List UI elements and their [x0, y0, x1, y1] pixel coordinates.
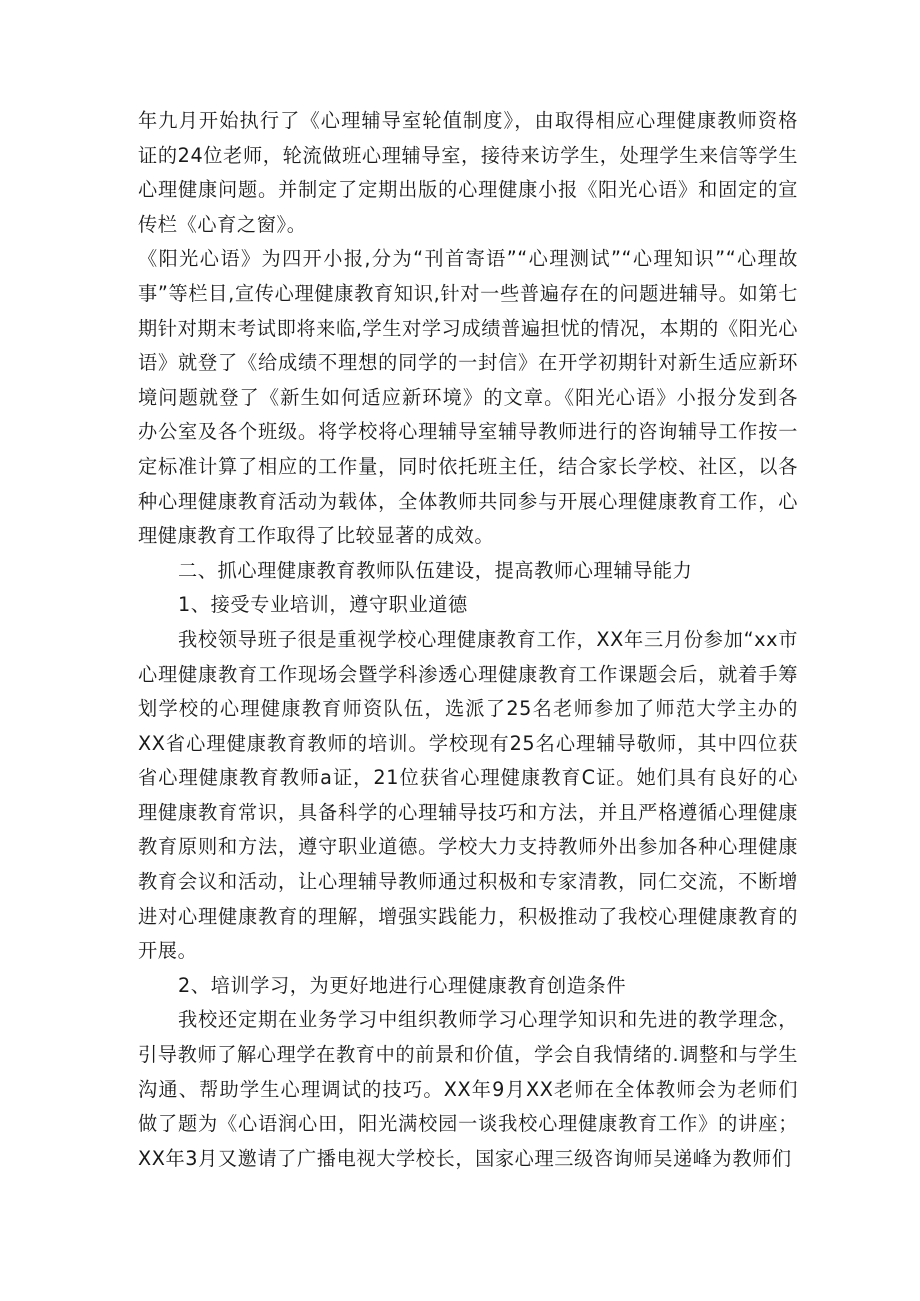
paragraph-sunshine-newsletter: 《阳光心语》为四开小报,分为“刊首寄语”“心理测试”“心理知识”“心理故事”等栏目,宣传心理健康教育知识,针对一些普遍存在的问题进辅导。如第七期针对期末考试即将来临,学生对学习成绩普遍担忧的情况，本期的《阳光心语》就登了《给成绩不理想的同学的一封信》在开学初期针对新生适应新环境问题就登了《新生如何适应新环境》的文章。《阳光心语》小报分发到各办公室及各个班级。将学校将心理辅导室辅导教师进行的咨询辅导工作按一定标准计算了相应的工作量，同时依托班主任，结合家长学校、社区，以各种心理健康教育活动为载体，全体教师共同参与开展心理健康教育工作，心理健康教育工作取得了比较显著的成效。	[138, 247, 798, 548]
document-body	[138, 104, 798, 1176]
paragraph-leadership-training: 我校领导班子很是重视学校心理健康教育工作，XX年三月份参加“xx市心理健康教育工作现场会暨学科渗透心理健康教育工作课题会后，就着手筹划学校的心理健康教育师资队伍，选派了25名老师参加了师范大学主办的XX省心理健康教育教师的培训。学校现有25名心理辅导敬师，其中四位获省心理健康教育教师a证，21位获省心理健康教育C证。她们具有良好的心理健康教育常识，具备科学的心理辅导技巧和方法，并且严格遵循心理健康教育原则和方法，遵守职业道德。学校大力支持教师外出参加各种心理健康教育会议和活动，让心理辅导教师通过积极和专家清教，同仁交流，不断增进对心理健康教育的理解，增强实践能力，积极推动了我校心理健康教育的开展。	[138, 627, 798, 963]
subheading-professional-training: 1、接受专业培训，遵守职业道德	[178, 593, 468, 617]
paragraph-regular-study: 我校还定期在业务学习中组织教师学习心理学知识和先进的教学理念，引导教师了解心理学在教育中的前景和价值，学会自我情绪的.调整和与学生沟通、帮助学生心理调试的技巧。XX年9月XX老师在全体教师会为老师们做了题为《心语润心田，阳光满校园一谈我校心理健康教育工作》的讲座；XX年3月又邀请了广播电视大学校长，国家心理三级咨询师吴递峰为教师们	[138, 1008, 798, 1170]
section-heading-teacher-team: 二、抓心理健康教育教师队伍建设，提高教师心理辅导能力	[178, 558, 693, 582]
subheading-training-study: 2、培训学习，为更好地进行心理健康教育创造条件	[178, 973, 627, 997]
paragraph-duty-system: 年九月开始执行了《心理辅导室轮值制度》，由取得相应心理健康教师资格证的24位老师，轮流做班心理辅导室，接待来访学生，处理学生来信等学生心理健康问题。并制定了定期出版的心理健康小报《阳光心语》和固定的宣传栏《心育之窗》。	[138, 109, 798, 236]
